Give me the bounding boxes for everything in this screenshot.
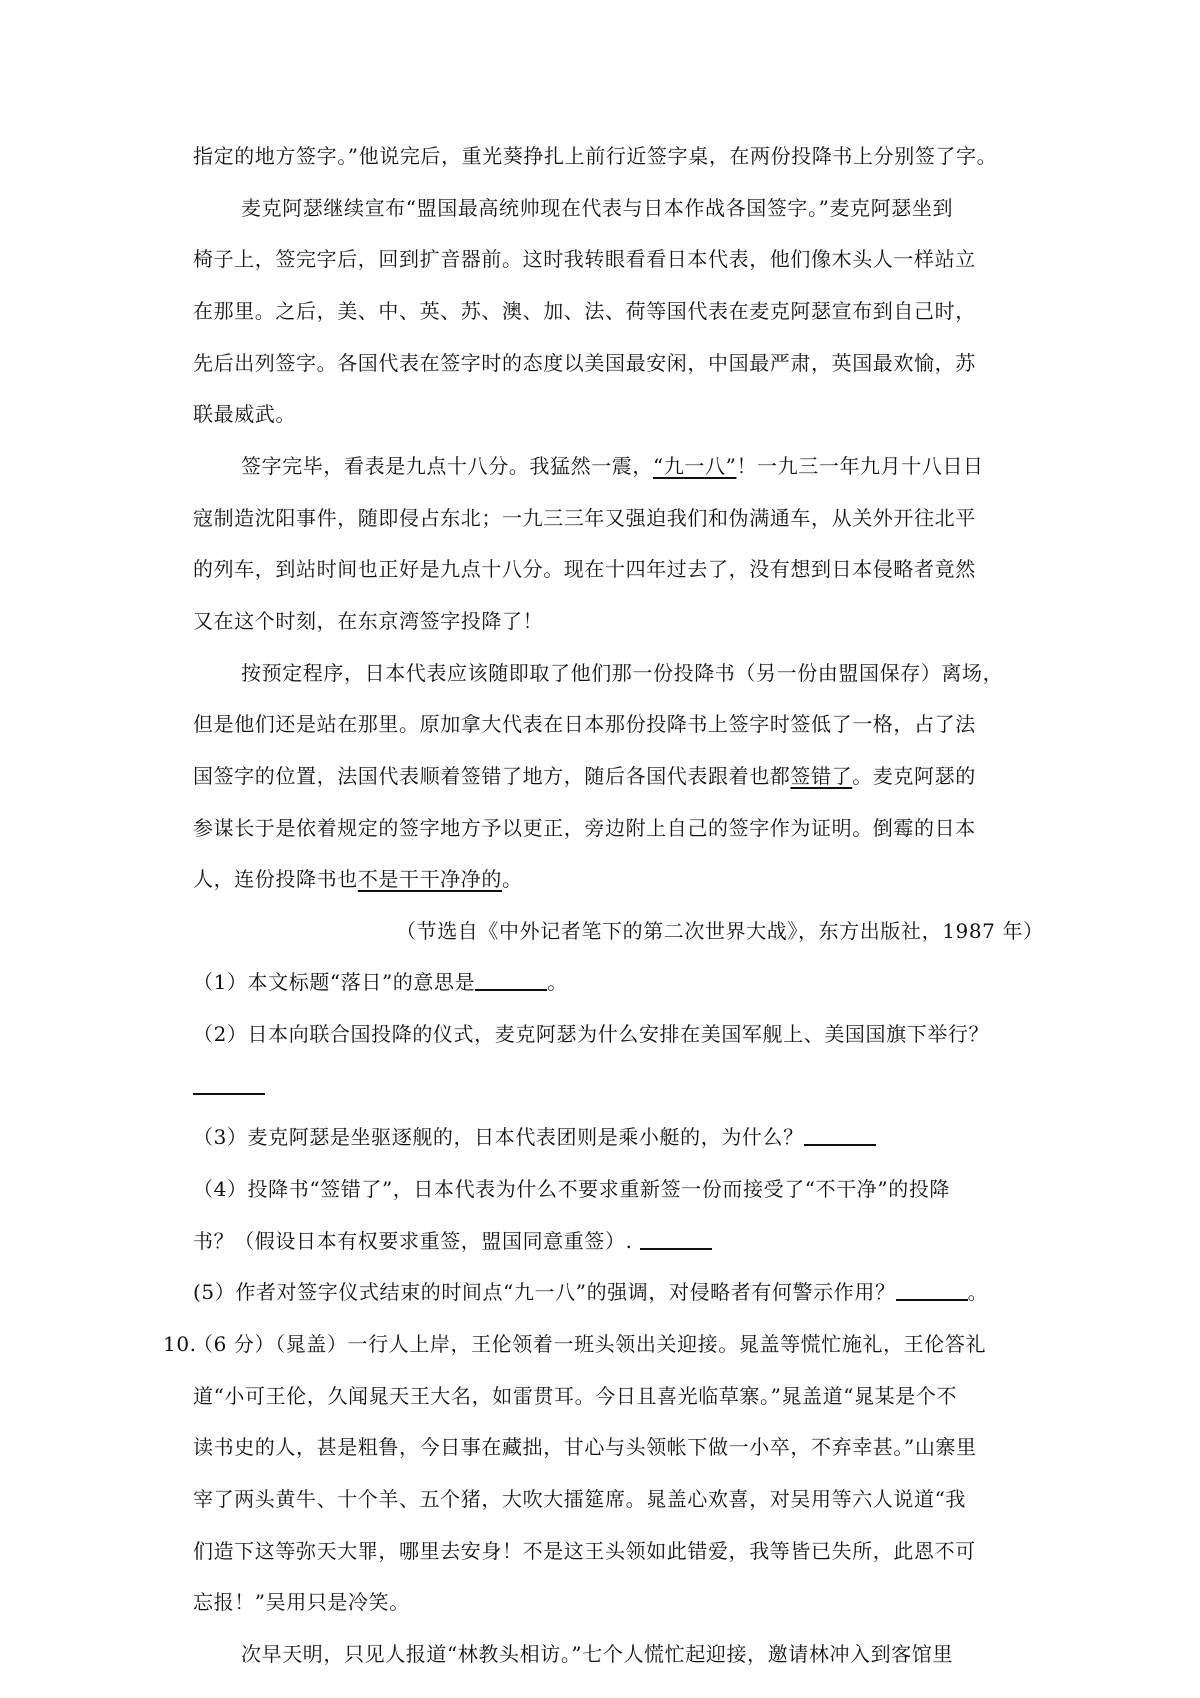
question-text: （1）本文标题“落日”的意思是 <box>193 970 476 994</box>
question-3 <box>193 1123 876 1151</box>
passage-line: （6 分）（晁盖）一行人上岸，王伦领着一班头领出关迎接。晁盖等慌忙施礼，王伦答礼 <box>193 1332 987 1356</box>
passage-line <box>193 762 976 790</box>
underlined-phrase: 不是干干净净的 <box>357 867 503 891</box>
passage-line: 但是他们还是站在那里。原加拿大代表在日本那份投降书上签字时签低了一格，占了法 <box>193 712 976 736</box>
question-2-answer-line <box>193 1072 265 1100</box>
passage-line: 读书史的人，甚是粗鲁，今日事在藏拙，甘心与头领帐下做一小卒，不弃幸甚。”山寨里 <box>193 1435 977 1459</box>
passage-line: 参谋长于是依着规定的签字地方予以更正，旁边附上自己的签字作为证明。倒霉的日本 <box>193 816 976 840</box>
passage-line: 次早天明，只见人报道“林教头相访。”七个人慌忙起迎接，邀请林冲入到客馆里 <box>241 1642 954 1666</box>
passage-line: 忘报！”吴用只是冷笑。 <box>193 1590 410 1614</box>
question-text: 。 <box>967 1280 989 1304</box>
question-5 <box>193 1278 988 1306</box>
passage-line: 麦克阿瑟继续宣布“盟国最高统帅现在代表与日本作战各国签字。”麦克阿瑟坐到 <box>241 196 954 220</box>
passage-line: 宰了两头黄牛、十个羊、五个猪，大吹大擂筵席。晁盖心欢喜，对吴用等六人说道“我 <box>193 1487 967 1511</box>
question-2: （2）日本向联合国投降的仪式，麦克阿瑟为什么安排在美国军舰上、美国国旗下举行？ <box>193 1022 990 1046</box>
question-text: 书？（假设日本有权要求重签，盟国同意重签）. <box>193 1229 633 1253</box>
underlined-phrase: “九一八” <box>653 454 737 478</box>
passage-text: 。麦克阿瑟的 <box>852 764 976 788</box>
question-4-line-2 <box>193 1227 712 1255</box>
question-1 <box>193 968 568 996</box>
passage-line: 指定的地方签字。”他说完后，重光葵挣扎上前行近签字桌，在两份投降书上分别签了字。 <box>193 144 998 168</box>
answer-blank[interactable] <box>804 1126 876 1146</box>
question-text: (5）作者对签字仪式结束的时间点“九一八”的强调，对侵略者有何警示作用？ <box>193 1280 896 1304</box>
passage-line: 寇制造沈阳事件，随即侵占东北；一九三三年又强迫我们和伪满通车，从关外开往北平 <box>193 506 976 530</box>
passage-text: 签字完毕，看表是九点十八分。我猛然一震， <box>241 454 653 478</box>
question-number: 10. <box>163 1332 197 1356</box>
question-text: （3）麦克阿瑟是坐驱逐舰的，日本代表团则是乘小艇的，为什么？ <box>193 1125 804 1149</box>
source-citation: （节选自《中外记者笔下的第二次世界大战》，东方出版社，1987 年） <box>396 919 1044 943</box>
passage-line <box>241 452 984 480</box>
passage-line: 按预定程序，日本代表应该随即取了他们那一份投降书（另一份由盟国保存）离场， <box>241 661 1004 685</box>
passage-text: 人，连份投降书也 <box>193 867 358 891</box>
answer-blank[interactable] <box>193 1075 265 1095</box>
passage-line: 联最威武。 <box>193 402 296 426</box>
answer-blank[interactable] <box>640 1230 712 1250</box>
answer-blank[interactable] <box>475 971 547 991</box>
underlined-phrase: 签错了 <box>790 764 853 788</box>
passage-line: 先后出列签字。各国代表在签字时的态度以美国最安闲，中国最严肃，英国最欢愉，苏 <box>193 351 976 375</box>
passage-line <box>193 865 523 893</box>
passage-text: 国签字的位置，法国代表顺着签错了地方，随后各国代表跟着也都 <box>193 764 791 788</box>
passage-line: 在那里。之后，美、中、英、苏、澳、加、法、荷等国代表在麦克阿瑟宣布到自己时， <box>193 299 976 323</box>
passage-line: 的列车，到站时间也正好是九点十八分。现在十四年过去了，没有想到日本侵略者竟然 <box>193 557 976 581</box>
question-4-line-1: （4）投降书“签错了”，日本代表为什么不要求重新签一份而接受了“不干净”的投降 <box>193 1177 951 1201</box>
passage-line: 们造下这等弥天大罪，哪里去安身！不是这王头领如此错爱，我等皆已失所，此恩不可 <box>193 1539 976 1563</box>
passage-text: ！一九三一年九月十八日日 <box>736 454 984 478</box>
passage-text: 。 <box>502 867 523 891</box>
question-text: 。 <box>547 970 568 994</box>
passage-line: 又在这个时刻，在东京湾签字投降了！ <box>193 609 544 633</box>
passage-line: 道“小可王伦，久闻晁天王大名，如雷贯耳。今日且喜光临草寨。”晁盖道“晁某是个不 <box>193 1384 958 1408</box>
answer-blank[interactable] <box>896 1281 968 1301</box>
passage-line: 椅子上，签完字后，回到扩音器前。这时我转眼看看日本代表，他们像木头人一样站立 <box>193 247 976 271</box>
